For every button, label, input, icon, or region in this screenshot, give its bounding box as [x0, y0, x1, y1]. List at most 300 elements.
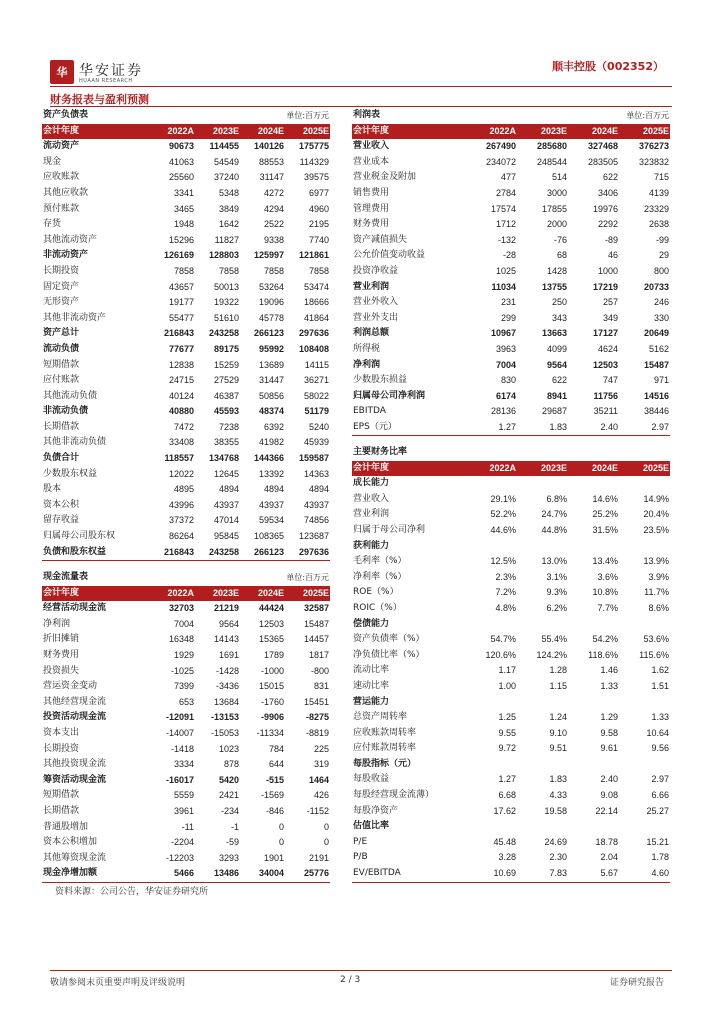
cell-value: 4099: [546, 343, 568, 354]
cell-value: 24715: [168, 375, 195, 386]
table-row: [42, 757, 330, 773]
balance-sheet-unit: 单位:百万元: [286, 111, 330, 120]
row-label: 获利能力: [353, 540, 390, 551]
cell-value: 1428: [546, 265, 568, 276]
cell-value: 4294: [263, 203, 285, 214]
cell-value: 95992: [258, 343, 285, 354]
cell-value: 159587: [299, 453, 330, 464]
row-label: 公允价值变动收益: [353, 250, 426, 261]
cell-value: 46387: [213, 390, 240, 401]
cell-value: 29: [659, 250, 670, 261]
cell-value: [619, 757, 670, 773]
row-label: 其他经营现金流: [43, 696, 107, 707]
cell-value: 2522: [263, 219, 285, 230]
cell-value: 6.2%: [546, 602, 567, 613]
row-label: 其他流动负债: [43, 390, 98, 401]
cell-value: 54.2%: [592, 634, 618, 645]
cell-value: 53264: [258, 281, 285, 292]
cash-flow-title: 现金流量表: [43, 572, 89, 582]
cell-value: 9.58: [600, 727, 618, 738]
cell-value: 6977: [309, 187, 330, 198]
ratios-caption: [352, 445, 670, 461]
cell-value: 971: [654, 375, 670, 386]
table-row: [352, 772, 670, 788]
cell-value: 1642: [218, 219, 240, 230]
cell-value: 3961: [173, 805, 195, 816]
table-row: [352, 663, 670, 679]
table-row: [42, 648, 330, 664]
table-header-row: [352, 461, 670, 477]
row-label: 其他应收款: [43, 187, 89, 198]
table-row: [352, 217, 670, 233]
cell-value: 0: [279, 837, 285, 848]
cell-value: 2.30: [549, 852, 567, 863]
row-label: 营业外收入: [353, 297, 399, 308]
cell-value: 4.33: [549, 790, 567, 801]
cell-value: 45593: [213, 406, 240, 417]
cell-value: 120.6%: [485, 649, 516, 660]
table-row: [352, 523, 670, 539]
column-header-year: 2025E: [285, 124, 330, 140]
cell-value: 55477: [168, 312, 195, 323]
cell-value: 77677: [168, 343, 195, 354]
income-statement-unit: 单位:百万元: [626, 111, 670, 120]
cell-value: 11756: [593, 390, 619, 401]
row-label: 流动资产: [43, 141, 80, 152]
row-label: 每股经营现金流薄）: [353, 790, 435, 801]
cell-value: 25776: [285, 866, 330, 882]
income-statement-title: 利润表: [353, 110, 381, 120]
table-row: [42, 601, 330, 617]
row-label: 资本支出: [43, 727, 80, 738]
cell-value: 15451: [304, 696, 330, 707]
cell-value: -9906: [260, 712, 285, 723]
cell-value: 50856: [258, 390, 285, 401]
row-label: 财务费用: [353, 219, 390, 230]
cell-value: 54549: [213, 156, 240, 167]
cell-value: 17219: [592, 281, 619, 292]
cell-value: 3334: [173, 759, 195, 770]
cell-value: 7740: [309, 234, 330, 245]
cell-value: 7858: [218, 265, 240, 276]
table-row: [42, 632, 330, 648]
cell-value: 7.7%: [597, 602, 618, 613]
column-header-label: 会计年度: [352, 124, 466, 140]
cell-value: 15259: [213, 359, 240, 370]
row-label: 应付账款周转率: [353, 743, 417, 754]
cell-value: 19.58: [544, 805, 567, 816]
cell-value: 37372: [168, 515, 195, 526]
balance-sheet-table: [42, 108, 330, 561]
cell-value: 14363: [304, 468, 330, 479]
cell-value: 5162: [649, 343, 670, 354]
cell-value: 231: [500, 297, 517, 308]
table-row: [352, 170, 670, 186]
cell-value: 128803: [208, 250, 240, 261]
cell-value: 6.8%: [546, 493, 567, 504]
row-label: ROIC（%）: [353, 602, 402, 613]
table-row: [352, 601, 670, 617]
row-label: 其他非流动资产: [43, 312, 107, 323]
cell-value: 267490: [485, 141, 517, 152]
cell-value: 2.40: [600, 774, 618, 785]
table-row: [352, 679, 670, 695]
row-label: 营业收入: [353, 141, 390, 152]
table-row: [352, 404, 670, 420]
cell-value: 14457: [304, 634, 330, 645]
cell-value: 15487: [304, 618, 330, 629]
table-row: [352, 280, 670, 296]
cell-value: 19096: [258, 297, 285, 308]
cell-value: 25560: [168, 172, 195, 183]
cell-value: 48374: [258, 406, 285, 417]
table-row: [42, 311, 330, 327]
cell-value: 5348: [218, 187, 240, 198]
cell-value: 31447: [258, 375, 285, 386]
cell-value: 12503: [592, 359, 619, 370]
cell-value: 1.33: [651, 712, 669, 723]
row-label: 管理费用: [353, 203, 390, 214]
cell-value: 24.69: [544, 836, 567, 847]
row-label: 非流动资产: [43, 250, 89, 261]
cell-value: -28: [503, 250, 517, 261]
column-header-year: 2025E: [285, 586, 330, 602]
table-row: [352, 342, 670, 358]
cell-value: 15015: [258, 681, 285, 692]
table-row: [352, 710, 670, 726]
cell-value: 22.14: [595, 805, 618, 816]
header-divider: [50, 86, 672, 87]
cell-value: 44.6%: [490, 524, 516, 535]
cell-value: 123687: [299, 531, 330, 542]
cell-value: 51179: [304, 406, 330, 417]
cell-value: 3.9%: [648, 571, 669, 582]
table-row: [42, 773, 330, 789]
row-label: 留存收益: [43, 515, 80, 526]
table-row: [42, 695, 330, 711]
row-label: 少数股东权益: [43, 468, 98, 479]
table-row: [352, 648, 670, 664]
table-row: [352, 155, 670, 171]
row-label: 归属母公司净利润: [353, 390, 426, 401]
cell-value: 9.61: [600, 743, 618, 754]
cell-value: 2421: [218, 790, 240, 801]
cell-value: 2638: [649, 219, 670, 230]
column-header-year: 2025E: [619, 124, 670, 140]
cell-value: 1025: [495, 265, 517, 276]
cell-value: -234: [221, 805, 240, 816]
table-row: [42, 342, 330, 358]
cell-value: 343: [551, 312, 568, 323]
cell-value: 4.60: [619, 866, 670, 882]
cell-value: 27529: [213, 375, 240, 386]
cell-value: 5420: [218, 774, 240, 785]
cell-value: 8941: [546, 390, 568, 401]
cell-value: [619, 695, 670, 711]
row-label: 其他投资现金流: [43, 759, 107, 770]
cell-value: 118.6%: [588, 649, 618, 660]
cell-value: 831: [314, 681, 330, 692]
cell-value: -76: [554, 234, 568, 245]
row-label: EBITDA: [353, 406, 386, 417]
row-label: 净利率（%）: [353, 571, 407, 582]
table-row: [42, 804, 330, 820]
row-label: 归属于母公司净利: [353, 524, 426, 535]
cell-value: 243258: [195, 545, 240, 561]
cell-value: 2784: [495, 187, 517, 198]
row-label: 每股指标（元）: [353, 758, 417, 769]
cell-value: 1929: [173, 649, 195, 660]
row-label: 应付账款: [43, 375, 80, 386]
row-label: 资本公积增加: [43, 837, 98, 848]
cell-value: 52.2%: [490, 509, 516, 520]
cell-value: -3436: [215, 681, 240, 692]
cell-value: 1789: [263, 649, 285, 660]
cell-value: 118557: [164, 453, 195, 464]
cell-value: 45.48: [493, 836, 516, 847]
cell-value: 10.69: [466, 866, 517, 882]
row-label: 长期投资: [43, 743, 80, 754]
cell-value: 2191: [309, 852, 330, 863]
cell-value: 18666: [304, 297, 330, 308]
cell-value: 1.28: [549, 665, 567, 676]
cell-value: 3.6%: [597, 571, 618, 582]
cell-value: -846: [266, 805, 285, 816]
row-label: 投资净收益: [353, 265, 399, 276]
table-row: [352, 788, 670, 804]
cell-value: 4894: [218, 484, 240, 495]
cell-value: 299: [500, 312, 517, 323]
row-label: 营运资金变动: [43, 681, 98, 692]
cell-value: 53.6%: [643, 634, 669, 645]
table-header-row: [42, 586, 330, 602]
cell-value: 1691: [218, 649, 240, 660]
cell-value: 3406: [597, 187, 619, 198]
table-row: [42, 851, 330, 867]
cell-value: 0: [279, 821, 285, 832]
cell-value: 225: [314, 743, 330, 754]
cell-value: 41864: [304, 312, 330, 323]
row-label: 归属母公司股东权: [43, 531, 116, 542]
cell-value: 4624: [597, 343, 619, 354]
column-header-year: 2022A: [466, 124, 517, 140]
cell-value: 14143: [213, 634, 240, 645]
cell-value: -59: [226, 837, 240, 848]
cell-value: [517, 695, 568, 711]
source-note: 资料来源：公司公告，华安证券研究所: [55, 887, 209, 897]
cell-value: 1.00: [498, 680, 516, 691]
cell-value: 4895: [173, 484, 195, 495]
table-row: [352, 539, 670, 555]
row-label: 营业收入: [353, 493, 390, 504]
cell-value: 13.9%: [643, 556, 669, 567]
column-header-year: 2023E: [517, 461, 568, 477]
cell-value: 319: [314, 759, 330, 770]
cell-value: 7858: [173, 265, 195, 276]
cash-flow-table: [42, 570, 330, 883]
row-label: 毛利率（%）: [353, 556, 407, 567]
row-label: 非流动负债: [43, 406, 89, 417]
table-row: [352, 326, 670, 342]
cell-value: 248544: [536, 156, 568, 167]
row-label: 总资产周转率: [353, 712, 408, 723]
cell-value: 11827: [214, 234, 240, 245]
cell-value: 13684: [213, 696, 240, 707]
cell-value: 7004: [495, 359, 517, 370]
cell-value: 3849: [218, 203, 240, 214]
balance-sheet-title: 资产负债表: [43, 110, 89, 120]
cell-value: 1.83: [517, 420, 568, 436]
cell-value: 7399: [173, 681, 195, 692]
row-label: 长期借款: [43, 805, 80, 816]
cell-value: 13689: [258, 359, 285, 370]
cell-value: [466, 819, 517, 835]
table-row: [42, 139, 330, 155]
cell-value: 45939: [304, 437, 330, 448]
cell-value: 4960: [309, 203, 330, 214]
table-row: [352, 476, 670, 492]
row-label: ROE（%）: [353, 587, 399, 598]
table-row: [42, 155, 330, 171]
cell-value: -1000: [260, 665, 285, 676]
table-row: [42, 664, 330, 680]
ratios-table: [352, 445, 670, 883]
table-row: [42, 820, 330, 836]
cell-value: 13755: [541, 281, 568, 292]
table-row: [352, 248, 670, 264]
table-row: [42, 248, 330, 264]
cell-value: [568, 617, 619, 633]
cell-value: [619, 819, 670, 835]
cell-value: 33408: [168, 437, 195, 448]
income-statement-caption: [352, 108, 670, 124]
cell-value: 622: [551, 375, 568, 386]
income-statement-table: [352, 108, 670, 436]
cell-value: 7858: [263, 265, 285, 276]
cell-value: [466, 757, 517, 773]
cell-value: 4139: [649, 187, 670, 198]
ratios-title: 主要财务比率: [353, 447, 408, 457]
row-label: 资产负债率（%）: [353, 634, 425, 645]
cell-value: 43657: [168, 281, 195, 292]
column-header-year: 2024E: [240, 124, 285, 140]
row-label: P/E: [353, 836, 368, 847]
cell-value: 13.4%: [592, 556, 618, 567]
row-label: 每股净资产: [353, 805, 399, 816]
cell-value: 1.17: [498, 665, 516, 676]
cell-value: [568, 695, 619, 711]
cell-value: 58022: [304, 390, 330, 401]
cell-value: 1.15: [549, 680, 567, 691]
row-label: 股本: [43, 484, 62, 495]
cell-value: 11.7%: [644, 587, 669, 598]
cell-value: 283505: [587, 156, 619, 167]
cell-value: 1.62: [651, 665, 669, 676]
row-label: 每股收益: [353, 774, 390, 785]
cell-value: 1817: [309, 649, 330, 660]
cell-value: -8819: [306, 727, 330, 738]
table-row: [352, 420, 670, 436]
column-header-year: 2022A: [150, 586, 195, 602]
row-label: 无形资产: [43, 297, 80, 308]
cell-value: 74856: [304, 515, 330, 526]
table-row: [352, 554, 670, 570]
cell-value: 12645: [213, 468, 240, 479]
cell-value: 4272: [263, 187, 285, 198]
cell-value: 9.3%: [546, 587, 567, 598]
table-row: [352, 632, 670, 648]
cell-value: 39575: [304, 172, 330, 183]
column-header-year: 2023E: [195, 124, 240, 140]
table-row: [42, 435, 330, 451]
row-label: 营业利润: [353, 281, 390, 292]
row-label: 净负债比率（%）: [353, 649, 425, 660]
table-row: [352, 617, 670, 633]
table-row: [42, 358, 330, 374]
cell-value: 44.8%: [541, 524, 567, 535]
cell-value: -89: [605, 234, 619, 245]
cell-value: 1.33: [600, 680, 618, 691]
cell-value: 32703: [168, 603, 195, 614]
table-row: [42, 420, 330, 436]
cell-value: 1023: [218, 743, 240, 754]
cell-value: 784: [268, 743, 285, 754]
cell-value: 12.5%: [490, 556, 516, 567]
cell-value: 126169: [163, 250, 195, 261]
cell-value: 216843: [163, 328, 195, 339]
cell-value: 12503: [258, 618, 285, 629]
cell-value: 4.8%: [495, 602, 516, 613]
table-row: [352, 186, 670, 202]
cell-value: 4894: [263, 484, 285, 495]
cell-value: 12022: [168, 468, 195, 479]
cell-value: 266123: [240, 545, 285, 561]
row-label: 流动负债: [43, 343, 80, 354]
table-row: [42, 726, 330, 742]
cell-value: 1464: [309, 774, 330, 785]
table-row: [42, 389, 330, 405]
cell-value: 10967: [490, 328, 517, 339]
table-row: [42, 186, 330, 202]
cell-value: 37240: [213, 172, 240, 183]
cell-value: 5240: [309, 421, 330, 432]
cell-value: 1000: [597, 265, 619, 276]
row-label: 资产总计: [43, 328, 80, 339]
table-row: [352, 139, 670, 155]
cell-value: 121861: [299, 250, 330, 261]
table-row: [352, 358, 670, 374]
table-row: [352, 295, 670, 311]
footer-report-type: 证券研究报告: [609, 978, 664, 988]
cell-value: [466, 695, 517, 711]
row-label: 估值比率: [353, 821, 390, 832]
footer-divider: [50, 970, 672, 971]
cell-value: -1418: [170, 743, 195, 754]
cell-value: 15.21: [646, 836, 669, 847]
table-row: [42, 217, 330, 233]
cell-value: [619, 539, 670, 555]
cell-value: 3341: [173, 187, 195, 198]
cell-value: 68: [557, 250, 568, 261]
cell-value: 24.7%: [541, 509, 567, 520]
table-row: [42, 482, 330, 498]
row-label: 负债和股东权益: [42, 545, 150, 561]
table-row: [42, 679, 330, 695]
cell-value: 17127: [592, 328, 619, 339]
cell-value: 747: [602, 375, 619, 386]
row-label: 长期借款: [43, 421, 80, 432]
table-row: [352, 389, 670, 405]
